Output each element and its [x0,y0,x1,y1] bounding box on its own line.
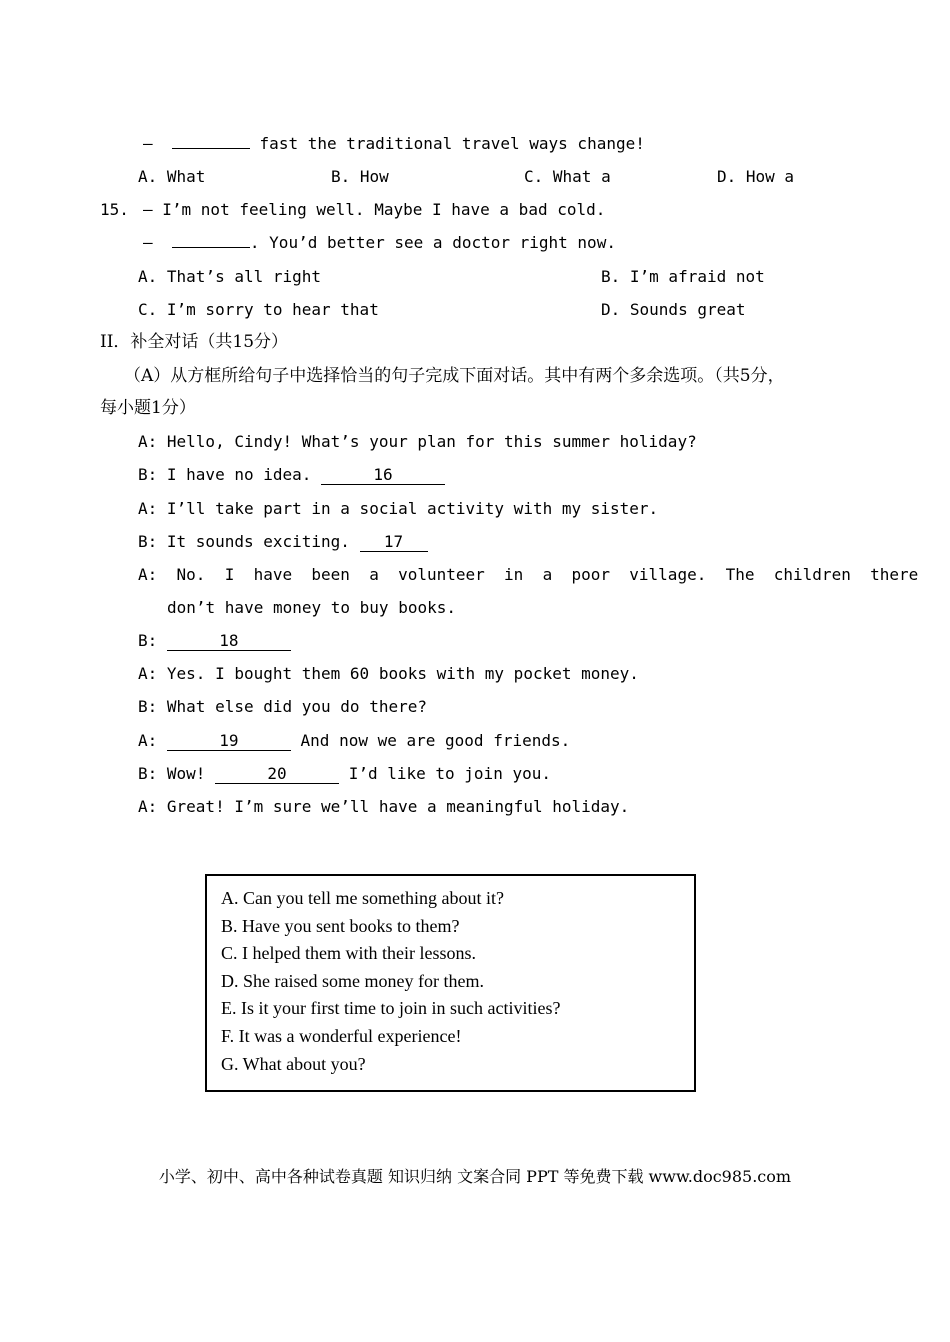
dialogue-line-10-post: I’d like to join you. [339,764,551,783]
q15-number: 15. [100,200,129,219]
blank-16: 16 [321,466,445,485]
dialogue-line-8: B: What else did you do there? [138,697,427,716]
dialogue-line-6-text: B: [138,631,167,650]
q15-option-a: A. That’s all right [138,267,322,286]
dialogue-line-9 [138,731,570,751]
q14-text: fast the traditional travel ways change! [259,134,645,153]
dialogue-line-7: A: Yes. I bought them 60 books with my pocket money. [138,664,639,683]
dialogue-line-10-text: B: Wow! [138,764,216,783]
dialogue-line-2 [138,465,445,485]
choice-e: E. Is it your first time to join in such activities? [221,998,561,1018]
dialogue-line-10 [138,764,551,784]
dialogue-line-3: A: I’ll take part in a social activity with my sister. [138,499,659,518]
q15-line1: – I’m not feeling well. Maybe I have a bad cold. [143,200,606,219]
q15-option-d: D. Sounds great [601,300,746,319]
q14-dash: – [143,134,153,153]
choice-b: B. Have you sent books to them? [221,916,460,936]
part-a-instruction-line1: （A）从方框所给句子中选择恰当的句子完成下面对话。其中有两个多余选项。（共5分， [124,366,785,386]
dialogue-line-5: A: No. I have been a volunteer in a poor village. The children there [138,565,919,584]
dialogue-line-1: A: Hello, Cindy! What’s your plan for this summer holiday? [138,432,697,451]
part-a-instruction-line2: 每小题1分） [100,398,196,418]
blank-17: 17 [360,533,428,552]
q15-dash: – [143,233,153,252]
q15-blank [172,247,250,248]
choices-box [205,874,696,1092]
choice-g: G. What about you? [221,1054,366,1074]
choice-d: D. She raised some money for them. [221,971,484,991]
choice-c: C. I helped them with their lessons. [221,943,476,963]
dialogue-line-5b: don’t have money to buy books. [167,598,456,617]
choice-f: F. It was a wonderful experience! [221,1026,462,1046]
q14-line [143,134,645,154]
footer-text: 小学、初中、高中各种试卷真题 知识归纳 文案合同 PPT 等免费下载 www.doc985.com [158,1167,792,1186]
dialogue-line-6 [138,631,291,651]
blank-18: 18 [167,632,291,651]
dialogue-line-9-post: And now we are good friends. [290,731,571,750]
blank-19: 19 [167,732,291,751]
choice-a: A. Can you tell me something about it? [221,888,504,908]
q14-option-d: D. How a [717,167,795,186]
q15-option-c: C. I’m sorry to hear that [138,300,379,319]
q14-option-c: C. What a [524,167,611,186]
q15-line2 [143,233,616,253]
q15-option-b: B. I’m afraid not [601,267,765,286]
blank-20: 20 [215,765,339,784]
dialogue-line-4 [138,532,428,552]
q14-option-b: B. How [331,167,389,186]
dialogue-line-4-text: B: It sounds exciting. [138,532,360,551]
dialogue-line-11: A: Great! I’m sure we’ll have a meaningful holiday. [138,797,630,816]
section-title: II．补全对话（共15分） [100,332,289,352]
q14-blank [172,148,250,149]
dialogue-line-2-text: B: I have no idea. [138,465,322,484]
q14-option-a: A. What [138,167,206,186]
q15-line2-rest: . You’d better see a doctor right now. [249,233,616,252]
dialogue-line-9-text: A: [138,731,167,750]
